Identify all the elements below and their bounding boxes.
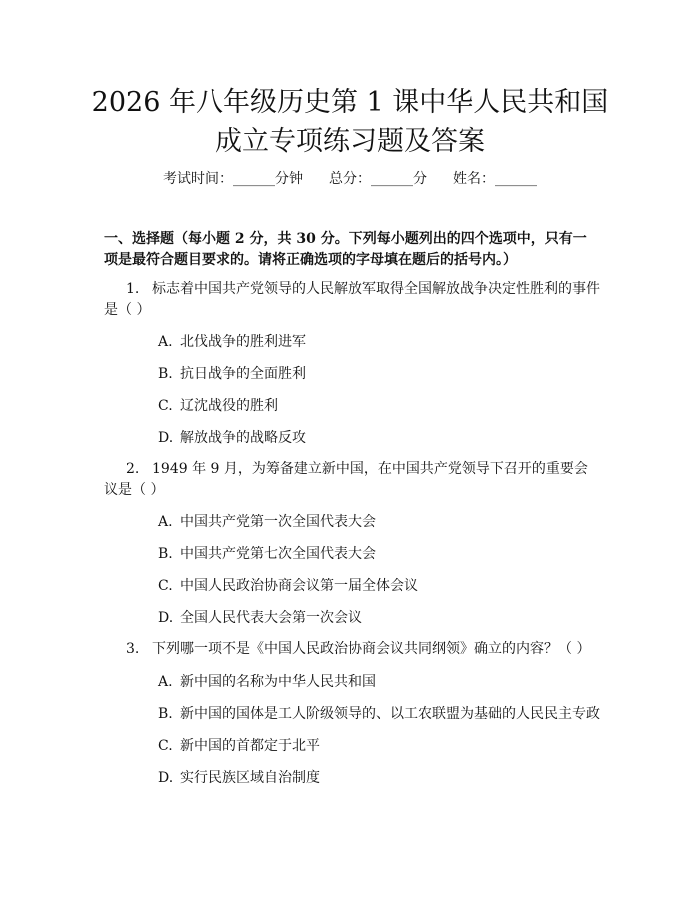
option-text: 全国人民代表大会第一次会议 <box>180 610 362 626</box>
question-number: 3. <box>126 641 140 657</box>
score-label: 总分： <box>329 171 371 187</box>
option-text: 新中国的首都定于北平 <box>180 738 320 754</box>
option-letter: B. <box>158 706 173 722</box>
question-2-option-c <box>158 576 608 596</box>
option-text: 解放战争的战略反攻 <box>180 430 306 446</box>
name-label: 姓名： <box>453 171 495 187</box>
option-letter: D. <box>158 610 174 626</box>
exam-time-unit: 分钟 <box>275 171 303 187</box>
option-letter: A. <box>158 334 173 350</box>
exam-time-field <box>163 169 303 189</box>
exam-info-line <box>0 169 700 189</box>
option-letter: A. <box>158 674 173 690</box>
option-text: 北伐战争的胜利进军 <box>180 334 306 350</box>
score-blank: ______ <box>371 171 413 187</box>
question-2-option-b <box>158 544 608 564</box>
option-text: 中国共产党第七次全国代表大会 <box>180 546 376 562</box>
question-3 <box>104 639 600 660</box>
question-3-option-a <box>158 672 608 692</box>
option-letter: D. <box>158 770 174 786</box>
option-letter: A. <box>158 514 173 530</box>
option-text: 抗日战争的全面胜利 <box>180 366 306 382</box>
question-3-option-c <box>158 736 608 756</box>
name-blank: ______ <box>495 171 537 187</box>
question-number: 1. <box>126 281 140 297</box>
question-3-option-d <box>158 768 608 788</box>
option-letter: B. <box>158 546 173 562</box>
section-heading: 一、选择题（每小题 2 分，共 30 分。下列每小题列出的四个选项中，只有一项是最符合题目要求的。请将正确选项的字母填在题后的括号内。） <box>104 231 587 268</box>
exam-time-blank: ______ <box>233 171 275 187</box>
option-letter: D. <box>158 430 174 446</box>
question-1-option-c <box>158 396 608 416</box>
question-1-option-a <box>158 332 608 352</box>
question-number: 2. <box>126 461 140 477</box>
question-text: 标志着中国共产党领导的人民解放军取得全国解放战争决定性胜利的事件是（ ） <box>104 281 600 318</box>
score-field <box>329 169 427 189</box>
option-letter: C. <box>158 578 173 594</box>
option-text: 新中国的国体是工人阶级领导的、以工农联盟为基础的人民民主专政 <box>180 706 600 722</box>
question-1-option-d <box>158 428 608 448</box>
question-1 <box>104 279 600 321</box>
option-text: 实行民族区域自治制度 <box>180 770 320 786</box>
option-text: 中国人民政治协商会议第一届全体会议 <box>180 578 418 594</box>
option-text: 新中国的名称为中华人民共和国 <box>180 674 376 690</box>
exam-time-label: 考试时间： <box>163 171 233 187</box>
document-title: 2026 年八年级历史第 1 课中华人民共和国成立专项练习题及答案 <box>91 87 609 157</box>
option-text: 辽沈战役的胜利 <box>180 398 278 414</box>
question-text: 下列哪一项不是《中国人民政治协商会议共同纲领》确立的内容？（ ） <box>152 641 591 657</box>
question-2-option-d <box>158 608 608 628</box>
question-1-option-b <box>158 364 608 384</box>
option-letter: B. <box>158 366 173 382</box>
option-text: 中国共产党第一次全国代表大会 <box>180 514 376 530</box>
option-letter: C. <box>158 398 173 414</box>
question-2-option-a <box>158 512 608 532</box>
name-field <box>453 169 537 189</box>
score-unit: 分 <box>413 171 427 187</box>
question-3-option-b <box>158 704 608 724</box>
question-2 <box>104 459 600 501</box>
option-letter: C. <box>158 738 173 754</box>
question-text: 1949 年 9 月，为筹备建立新中国，在中国共产党领导下召开的重要会议是（ ） <box>104 461 588 498</box>
